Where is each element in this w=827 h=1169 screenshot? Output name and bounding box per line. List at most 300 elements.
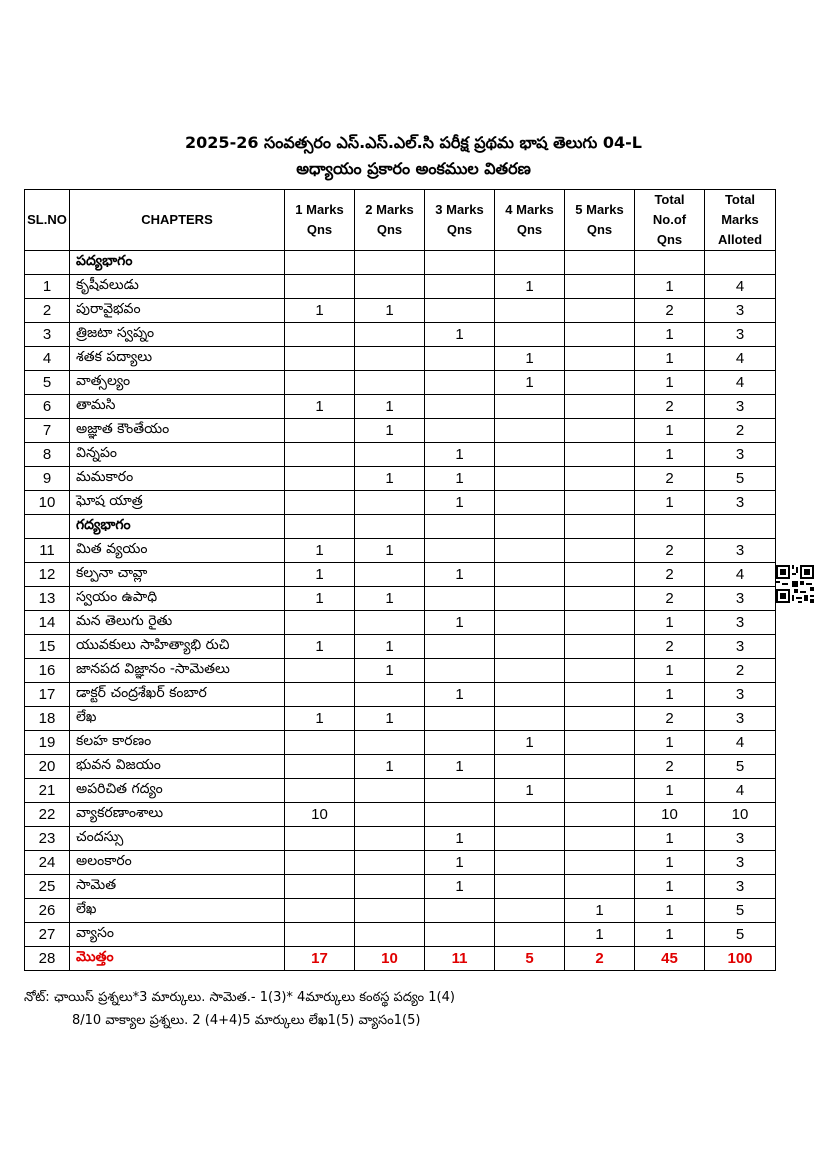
value-cell [355,611,425,635]
sl-no-cell: 11 [25,539,70,563]
sl-no-cell: 2 [25,299,70,323]
chapter-name-cell: యువకులు సాహిత్యాభి రుచి [70,635,285,659]
empty-cell [25,515,70,539]
empty-cell [425,515,495,539]
table-row [25,371,776,395]
value-cell [495,875,565,899]
value-cell [285,875,355,899]
chapter-name-cell: అలంకారం [70,851,285,875]
value-cell [355,899,425,923]
value-cell [495,851,565,875]
header-text: Qns [446,222,473,237]
value-cell: 3 [705,443,776,467]
chapter-name-cell: లేఖ [70,707,285,731]
value-cell: 1 [425,611,495,635]
value-cell [495,563,565,587]
value-cell [285,923,355,947]
chapter-name-cell: మిత వ్యయం [70,539,285,563]
header-chapters: CHAPTERS [70,190,285,251]
sl-no-cell: 6 [25,395,70,419]
chapter-name-cell: స్వయం ఉపాధి [70,587,285,611]
value-cell: 1 [635,443,705,467]
value-cell: 1 [635,851,705,875]
value-cell [495,467,565,491]
table-row [25,275,776,299]
value-cell [285,755,355,779]
sl-no-cell: 23 [25,827,70,851]
value-cell: 1 [355,395,425,419]
value-cell: 1 [355,659,425,683]
value-cell: 2 [635,539,705,563]
value-cell: 1 [425,491,495,515]
value-cell: 3 [705,491,776,515]
value-cell [285,827,355,851]
value-cell [355,323,425,347]
sl-no-cell: 15 [25,635,70,659]
header-5-marks [565,190,635,251]
value-cell: 1 [635,731,705,755]
value-cell: 1 [425,851,495,875]
value-cell [495,395,565,419]
value-cell [495,635,565,659]
value-cell: 1 [285,587,355,611]
value-cell: 1 [495,371,565,395]
value-cell: 1 [285,635,355,659]
value-cell: 2 [635,563,705,587]
value-cell: 100 [705,947,776,971]
table-row [25,467,776,491]
value-cell [425,899,495,923]
chapter-name-cell: మన తెలుగు రైతు [70,611,285,635]
header-row [25,190,776,251]
sl-no-cell: 28 [25,947,70,971]
value-cell [425,587,495,611]
value-cell [495,419,565,443]
header-text: Total [724,192,756,207]
value-cell [495,923,565,947]
value-cell [565,563,635,587]
value-cell [425,779,495,803]
value-cell [285,323,355,347]
document-title: 2025-26 సంవత్సరం ఎస్.ఎస్.ఎల్.సి పరీక్ష ప్రథమ భాష తెలుగు 04-L [185,133,642,152]
section-row-padya [25,251,776,275]
table-row [25,731,776,755]
value-cell [425,299,495,323]
chapter-name-cell: డాక్టర్ చంద్రశేఖర్ కంబార [70,683,285,707]
empty-cell [425,251,495,275]
sl-no-cell: 19 [25,731,70,755]
note-line-1: నోట్: ఛాయిస్ ప్రశ్నలు*3 మార్కులు. సామెత.- 1(3)* 4మార్కులు కంఠస్థ పద్యం 1(4) [24,990,455,1005]
value-cell: 1 [635,779,705,803]
chapter-name-cell: సామెత [70,875,285,899]
value-cell: 3 [705,539,776,563]
value-cell [355,779,425,803]
qr-code-icon [776,565,814,603]
table-row [25,563,776,587]
value-cell: 1 [355,707,425,731]
header-3-marks [425,190,495,251]
value-cell [425,923,495,947]
header-text: Total [654,192,685,207]
chapter-name-cell: వ్యాసం [70,923,285,947]
table-row [25,899,776,923]
value-cell: 1 [635,875,705,899]
value-cell: 1 [495,347,565,371]
chapter-name-cell: మొత్తం [70,947,285,971]
table-row [25,299,776,323]
table-row [25,395,776,419]
sl-no-cell: 17 [25,683,70,707]
value-cell [285,683,355,707]
value-cell [565,755,635,779]
value-cell: 4 [705,347,776,371]
sl-no-cell: 14 [25,611,70,635]
value-cell: 1 [285,395,355,419]
value-cell: 1 [635,923,705,947]
header-text: 3 Marks [435,202,484,217]
empty-cell [705,515,776,539]
value-cell [425,275,495,299]
value-cell: 1 [285,539,355,563]
sl-no-cell: 27 [25,923,70,947]
value-cell: 3 [705,683,776,707]
header-text: 2 Marks [365,202,414,217]
value-cell [425,539,495,563]
value-cell [565,731,635,755]
table-row [25,827,776,851]
value-cell: 10 [355,947,425,971]
value-cell: 5 [705,755,776,779]
value-cell: 1 [635,899,705,923]
value-cell: 4 [705,371,776,395]
value-cell: 1 [425,875,495,899]
value-cell: 3 [705,587,776,611]
header-text: 4 Marks [505,202,554,217]
table-row [25,635,776,659]
value-cell: 2 [635,467,705,491]
header-4-marks [495,190,565,251]
chapter-name-cell: లేఖ [70,899,285,923]
value-cell [285,419,355,443]
value-cell [495,323,565,347]
value-cell [495,899,565,923]
value-cell: 3 [705,635,776,659]
value-cell: 2 [635,299,705,323]
value-cell: 5 [705,899,776,923]
value-cell: 1 [635,683,705,707]
header-text: Qns [306,222,333,237]
value-cell [565,875,635,899]
header-total-qns [635,190,705,251]
value-cell: 2 [635,707,705,731]
value-cell [495,659,565,683]
value-cell: 3 [705,611,776,635]
table-row [25,539,776,563]
sl-no-cell: 18 [25,707,70,731]
value-cell: 3 [705,323,776,347]
value-cell: 1 [635,659,705,683]
value-cell [285,851,355,875]
value-cell [495,611,565,635]
document-subtitle: అధ్యాయం ప్రకారం అంకముల వితరణ [296,159,531,178]
chapter-name-cell: మమకారం [70,467,285,491]
chapter-name-cell: కల్పనా చావ్లా [70,563,285,587]
value-cell [425,395,495,419]
empty-cell [705,251,776,275]
empty-cell [355,515,425,539]
sl-no-cell: 5 [25,371,70,395]
empty-cell [495,251,565,275]
value-cell: 1 [635,323,705,347]
value-cell [565,491,635,515]
chapter-name-cell: పురావైభవం [70,299,285,323]
chapter-name-cell: ఘోష యాత్ర [70,491,285,515]
value-cell [495,539,565,563]
value-cell: 1 [635,491,705,515]
table-row [25,419,776,443]
value-cell [565,635,635,659]
header-text: Qns [516,222,543,237]
value-cell [565,371,635,395]
value-cell [565,611,635,635]
value-cell: 2 [635,635,705,659]
section-label: గద్యభాగం [70,515,285,539]
chapter-name-cell: అజ్ఞాత కౌంతేయం [70,419,285,443]
value-cell [565,275,635,299]
value-cell [285,347,355,371]
sl-no-cell: 13 [25,587,70,611]
value-cell: 1 [495,731,565,755]
table-row [25,875,776,899]
value-cell: 1 [635,611,705,635]
value-cell: 2 [635,587,705,611]
value-cell: 3 [705,827,776,851]
value-cell: 10 [705,803,776,827]
value-cell [355,851,425,875]
value-cell: 10 [635,803,705,827]
value-cell [565,299,635,323]
value-cell [285,467,355,491]
value-cell: 1 [285,563,355,587]
value-cell: 1 [565,923,635,947]
value-cell [565,587,635,611]
value-cell [355,731,425,755]
sl-no-cell: 1 [25,275,70,299]
table-row [25,347,776,371]
value-cell [495,587,565,611]
value-cell: 2 [705,659,776,683]
value-cell: 3 [705,707,776,731]
chapter-name-cell: జానపద విజ్ఞానం -సామెతలు [70,659,285,683]
table-row [25,491,776,515]
table-row [25,683,776,707]
value-cell: 1 [565,899,635,923]
value-cell [285,371,355,395]
sl-no-cell: 24 [25,851,70,875]
value-cell [495,299,565,323]
value-cell [355,347,425,371]
value-cell [355,491,425,515]
value-cell [565,395,635,419]
header-text: No.of [652,212,687,227]
value-cell [425,419,495,443]
value-cell: 1 [495,275,565,299]
sl-no-cell: 9 [25,467,70,491]
value-cell: 2 [705,419,776,443]
chapter-name-cell: చందస్సు [70,827,285,851]
value-cell [565,707,635,731]
value-cell: 1 [635,827,705,851]
empty-cell [565,251,635,275]
header-text: Qns [656,232,683,247]
chapter-name-cell: భువన విజయం [70,755,285,779]
value-cell [355,563,425,587]
value-cell: 1 [355,299,425,323]
value-cell [565,827,635,851]
value-cell: 10 [285,803,355,827]
empty-cell [565,515,635,539]
value-cell: 1 [355,539,425,563]
sl-no-cell: 25 [25,875,70,899]
value-cell [425,707,495,731]
value-cell: 17 [285,947,355,971]
header-text: Alloted [717,232,763,247]
empty-cell [635,251,705,275]
header-slno: SL.NO [25,190,70,251]
value-cell: 5 [705,923,776,947]
value-cell: 2 [635,755,705,779]
value-cell: 1 [355,419,425,443]
value-cell: 1 [425,467,495,491]
value-cell [565,443,635,467]
value-cell: 1 [425,827,495,851]
value-cell: 1 [355,635,425,659]
table-row [25,779,776,803]
value-cell: 2 [565,947,635,971]
header-2-marks [355,190,425,251]
value-cell: 1 [495,779,565,803]
header-text: 5 Marks [575,202,624,217]
table-row [25,659,776,683]
value-cell: 3 [705,875,776,899]
value-cell [565,347,635,371]
value-cell [425,635,495,659]
value-cell [565,851,635,875]
value-cell: 1 [425,443,495,467]
value-cell [495,683,565,707]
value-cell: 1 [355,467,425,491]
sl-no-cell: 10 [25,491,70,515]
header-text: Marks [721,212,759,227]
value-cell [495,755,565,779]
sl-no-cell: 12 [25,563,70,587]
value-cell [285,659,355,683]
value-cell: 3 [705,395,776,419]
value-cell: 4 [705,779,776,803]
value-cell: 45 [635,947,705,971]
chapter-name-cell: త్రిజటా స్వప్నం [70,323,285,347]
table-row [25,443,776,467]
value-cell: 3 [705,299,776,323]
value-cell [495,803,565,827]
value-cell [425,659,495,683]
value-cell: 1 [425,683,495,707]
value-cell: 5 [705,467,776,491]
table-row [25,587,776,611]
chapter-name-cell: విన్నపం [70,443,285,467]
value-cell [425,731,495,755]
empty-cell [285,251,355,275]
value-cell: 1 [635,275,705,299]
value-cell [355,443,425,467]
value-cell: 4 [705,275,776,299]
value-cell: 1 [425,563,495,587]
value-cell [495,827,565,851]
sl-no-cell: 26 [25,899,70,923]
sl-no-cell: 7 [25,419,70,443]
empty-cell [355,251,425,275]
value-cell [355,683,425,707]
empty-cell [495,515,565,539]
value-cell [285,491,355,515]
value-cell [565,803,635,827]
value-cell [285,899,355,923]
value-cell [565,467,635,491]
chapter-name-cell: తామసి [70,395,285,419]
table-row [25,923,776,947]
value-cell [495,491,565,515]
sl-no-cell: 22 [25,803,70,827]
table-row [25,851,776,875]
value-cell: 1 [355,587,425,611]
total-row [25,947,776,971]
chapter-name-cell: కలహ కారణం [70,731,285,755]
section-row-gadya [25,515,776,539]
empty-cell [635,515,705,539]
value-cell: 11 [425,947,495,971]
value-cell: 2 [635,395,705,419]
section-label: పద్యభాగం [70,251,285,275]
value-cell [565,323,635,347]
value-cell [565,683,635,707]
value-cell: 1 [425,323,495,347]
value-cell: 4 [705,563,776,587]
value-cell: 4 [705,731,776,755]
value-cell [495,707,565,731]
sl-no-cell: 3 [25,323,70,347]
value-cell [355,803,425,827]
header-text: Qns [376,222,403,237]
sl-no-cell: 20 [25,755,70,779]
table-row [25,755,776,779]
value-cell: 1 [285,707,355,731]
value-cell [355,827,425,851]
value-cell [425,347,495,371]
sl-no-cell: 8 [25,443,70,467]
header-1-marks [285,190,355,251]
table-row [25,803,776,827]
value-cell [565,659,635,683]
value-cell: 1 [285,299,355,323]
chapter-name-cell: కృషీవలుడు [70,275,285,299]
table-row [25,611,776,635]
value-cell: 5 [495,947,565,971]
value-cell [355,875,425,899]
value-cell [285,611,355,635]
table-row [25,323,776,347]
sl-no-cell: 4 [25,347,70,371]
value-cell [425,803,495,827]
